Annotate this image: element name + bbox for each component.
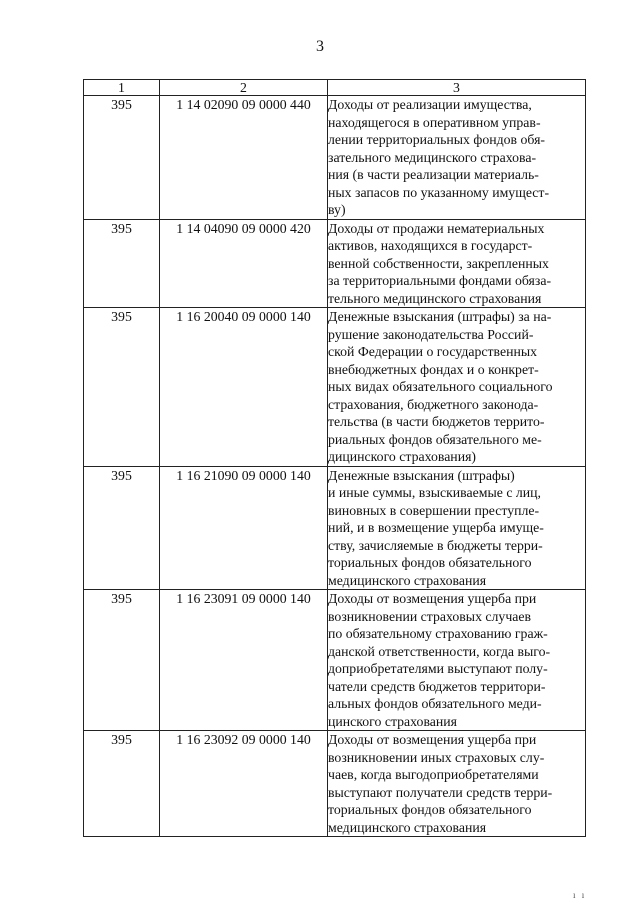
page-number: 3	[316, 38, 324, 55]
description-line: Доходы от возмещения ущерба при	[328, 732, 537, 747]
description-line: внебюджетных фондах и о конкрет-	[328, 361, 539, 377]
budget-classification-code-cell: 1 16 21090 09 0000 140	[160, 466, 328, 590]
description-line: ториальных фондов обязательного	[328, 802, 532, 817]
description-line: ния (в части реализации материаль-	[328, 167, 539, 182]
description-line: рушение законодательства Россий-	[328, 326, 534, 342]
description-line: альных фондов обязательного меди-	[328, 696, 542, 711]
footer-mark: ı ı	[573, 890, 587, 900]
table-row	[84, 466, 586, 590]
description-line: ской Федерации о государственных	[328, 344, 538, 359]
admin-code-cell: 395	[84, 466, 160, 590]
admin-code-cell: 395	[84, 308, 160, 467]
description-line: чатели средств бюджетов территори-	[328, 678, 546, 694]
description-line: зательного медицинского страхова-	[328, 149, 537, 165]
description-line: тельного медицинского страхования	[328, 290, 542, 306]
description-line: доприобретателями выступают полу-	[328, 661, 548, 676]
description-line: венной собственности, закрепленных	[328, 255, 549, 271]
column-header-1: 1	[84, 80, 160, 96]
description-line: ных видах обязательного социального	[328, 379, 553, 394]
description-line: чаев, когда выгодоприобретателями	[328, 767, 539, 782]
description-line: и иные суммы, взыскиваемые с лиц,	[328, 485, 542, 500]
description-line: виновных в совершении преступле-	[328, 502, 540, 518]
table-row	[84, 96, 586, 220]
income-description-cell	[328, 96, 586, 220]
description-line: ний, и в возмещение ущерба имуще-	[328, 520, 544, 535]
table-row	[84, 219, 586, 308]
income-description-cell	[328, 308, 586, 467]
description-line: за территориальными фондами обяза-	[328, 273, 552, 288]
description-line: цинского страхования	[328, 713, 458, 729]
table-row	[84, 590, 586, 731]
budget-classification-code-cell: 1 16 23092 09 0000 140	[160, 731, 328, 837]
description-line: лении территориальных фондов обя-	[328, 132, 546, 147]
description-line: активов, находящихся в государст-	[328, 238, 533, 253]
table-row	[84, 308, 586, 467]
table-header-row	[84, 80, 586, 96]
income-description-cell	[328, 466, 586, 590]
description-line: страхования, бюджетного законода-	[328, 396, 539, 412]
budget-classification-code-cell: 1 14 04090 09 0000 420	[160, 219, 328, 308]
description-line: возникновении иных страховых слу-	[328, 749, 545, 765]
budget-classification-code-cell: 1 14 02090 09 0000 440	[160, 96, 328, 220]
description-line: ториальных фондов обязательного	[328, 555, 532, 570]
column-header-2: 2	[160, 80, 328, 96]
description-line: возникновении страховых случаев	[328, 608, 532, 624]
description-line: по обязательному страхованию граж-	[328, 626, 548, 641]
income-description-cell	[328, 219, 586, 308]
income-description-cell	[328, 731, 586, 837]
description-line: Денежные взыскания (штрафы)	[328, 467, 515, 483]
admin-code-cell: 395	[84, 731, 160, 837]
description-line: Доходы от возмещения ущерба при	[328, 591, 537, 606]
description-line: ству, зачисляемые в бюджеты терри-	[328, 537, 543, 553]
budget-classification-code-cell: 1 16 20040 09 0000 140	[160, 308, 328, 467]
budget-classification-code-cell: 1 16 23091 09 0000 140	[160, 590, 328, 731]
admin-code-cell: 395	[84, 219, 160, 308]
description-line: тельства (в части бюджетов террито-	[328, 414, 545, 429]
admin-code-cell: 395	[84, 590, 160, 731]
description-line: медицинского страхования	[328, 819, 487, 835]
description-line: находящегося в оперативном управ-	[328, 114, 541, 130]
description-line: риальных фондов обязательного ме-	[328, 431, 542, 447]
income-description-cell	[328, 590, 586, 731]
description-line: медицинского страхования	[328, 572, 487, 588]
column-header-3: 3	[328, 80, 586, 96]
description-line: выступают получатели средств терри-	[328, 784, 553, 800]
table-body	[84, 96, 586, 837]
description-line: Доходы от реализации имущества,	[328, 97, 532, 112]
description-line: ных запасов по указанному имущест-	[328, 184, 550, 200]
description-line: ву)	[328, 202, 346, 217]
description-line: Доходы от продажи нематериальных	[328, 220, 545, 236]
budget-codes-table	[83, 79, 586, 837]
description-line: данской ответственности, когда выго-	[328, 643, 551, 659]
table-row	[84, 731, 586, 837]
admin-code-cell: 395	[84, 96, 160, 220]
description-line: Денежные взыскания (штрафы) за на-	[328, 309, 552, 324]
description-line: дицинского страхования)	[328, 449, 477, 464]
